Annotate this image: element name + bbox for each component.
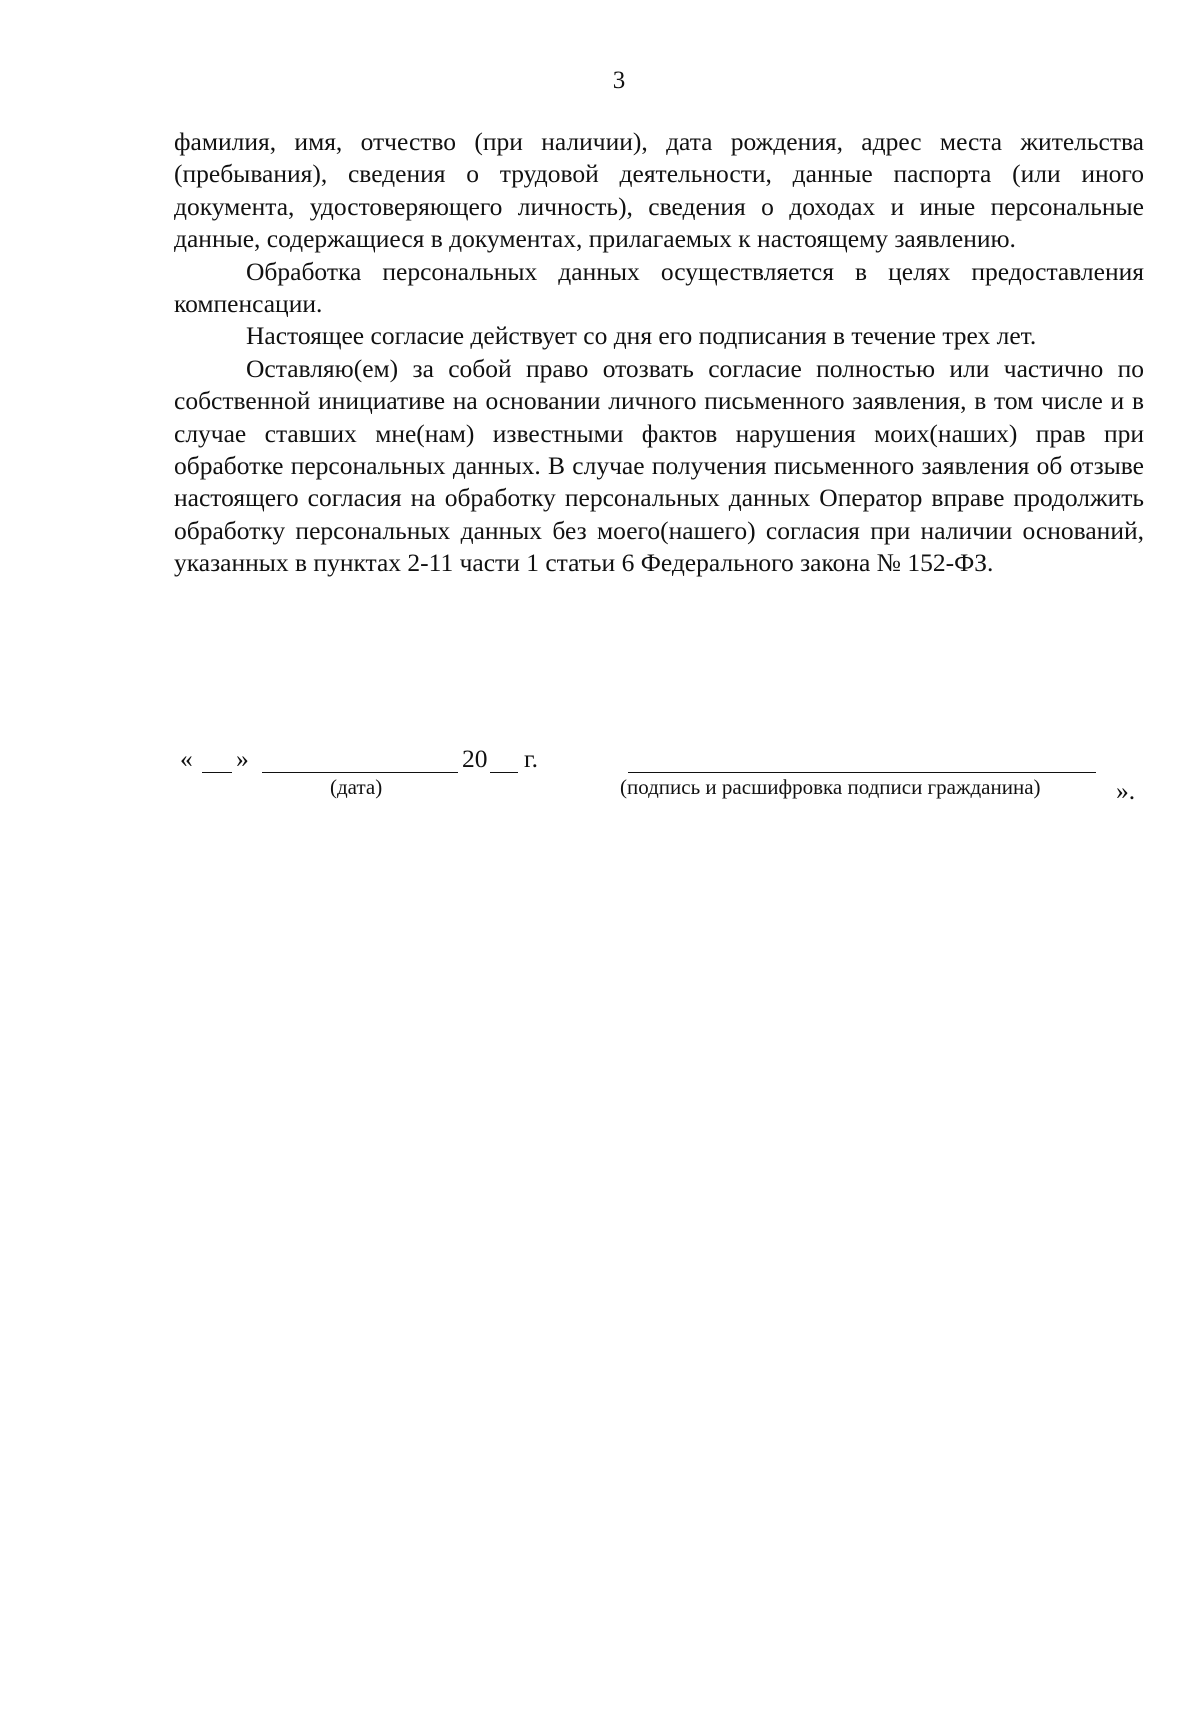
paragraph-personal-data-list: фамилия, имя, отчество (при наличии), дата рождения, адрес места жительства (пребывания), сведения о трудовой деятельности, данные паспорта (или иного документа, удостоверяющего личность), сведения о доходах и иные персональные данные, содержащиеся в документах, прилагаемых к настоящему заявлению.	[174, 127, 1144, 254]
paragraph-consent-withdrawal: Оставляю(ем) за собой право отозвать согласие полностью или частично по собственной инициативе на основании личного письменного заявления, в том числе и в случае ставших мне(нам) известными фактов нарушения моих(наших) прав при обработке персональных данных. В случае получения письменного заявления об отзыве настоящего согласия на обработку персональных данных Оператор вправе продолжить обработку персональных данных без моего(нашего) согласия при наличии оснований, указанных в пунктах 2-11 части 1 статьи 6 Федерального закона № 152-ФЗ.	[174, 353, 1144, 578]
date-close-quote: »	[236, 744, 249, 773]
date-open-quote: «	[180, 744, 193, 773]
date-caption: (дата)	[330, 775, 383, 799]
closing-quote-mark: ».	[1116, 776, 1136, 805]
year-suffix: г.	[524, 744, 538, 773]
paragraph-processing-purpose: Обработка персональных данных осуществляется в целях предоставления компенсации.	[174, 256, 1144, 319]
year-blank	[490, 772, 518, 773]
year-prefix: 20	[462, 744, 488, 773]
day-blank	[202, 772, 232, 773]
paragraph-consent-duration: Настоящее согласие действует со дня его подписания в течение трех лет.	[246, 321, 1037, 351]
signature-caption: (подпись и расшифровка подписи гражданина)	[620, 775, 1041, 799]
signature-blank	[628, 772, 1096, 773]
month-blank	[262, 772, 458, 773]
page-number: 3	[612, 67, 626, 94]
